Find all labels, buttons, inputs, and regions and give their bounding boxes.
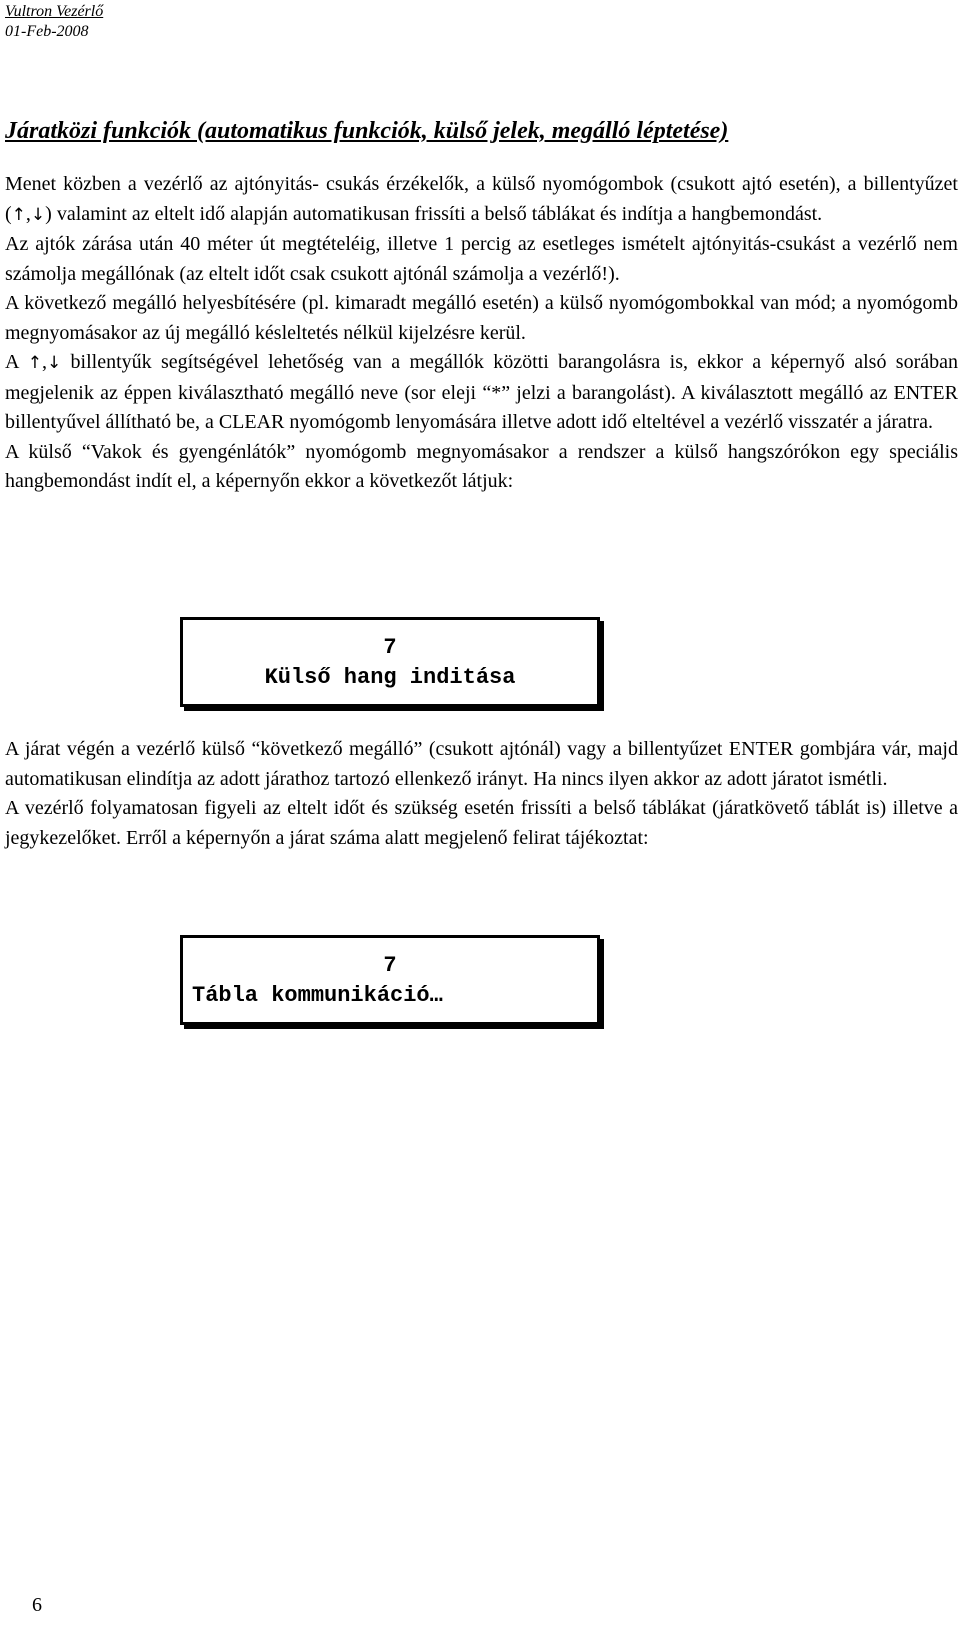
page-header (5, 2, 103, 42)
screen-line-route-number: 7 (383, 953, 397, 978)
section2-body (5, 735, 958, 853)
screen-line-message: Tábla kommunikáció… (192, 983, 443, 1008)
up-arrow-icon: ↑ (27, 353, 42, 373)
paragraph-2: Az ajtók zárása után 40 méter út megtételéig, illetve 1 percig az esetleges ismételt ajtónyitás-csukást a vezérlő nem számolja megállónak (az eltelt időt csak csukott ajtónál számolja a vezérlő!). (5, 233, 958, 285)
paragraph-5: A külső “Vakok és gyengénlátók” nyomógomb megnyomásakor a rendszer a külső hangszórókon egy speciális hangbemondást indít el, a képernyőn ekkor a következőt látjuk: (5, 440, 958, 492)
up-arrow-icon: ↑ (11, 204, 26, 225)
header-product: Vultron Vezérlő (5, 3, 104, 20)
paragraph-1: Menet közben a vezérlő az ajtónyitás- csukás érzékelők, a külső nyomógombok (csukott ajtó esetén), a billentyűzet (↑,↓) valamint az eltelt idő alapján automatikusan frissíti a belső táblákat és indítja a hangbemondást. (5, 173, 958, 225)
page-number: 6 (32, 1594, 42, 1616)
down-arrow-icon: ↓ (46, 353, 62, 373)
screen-line-route-number: 7 (383, 635, 397, 660)
paragraph-3: A következő megálló helyesbítésére (pl. kimaradt megálló esetén) a külső nyomógombokkal van mód; a nyomógomb megnyomásakor az új megálló késleltetés nélkül kijelzésre kerül. (5, 292, 958, 344)
screen-line-message: Külső hang inditása (264, 665, 516, 690)
paragraph-7: A vezérlő folyamatosan figyeli az eltelt időt és szükség esetén frissíti a belső táblákat (járatkövető táblát is) illetve a jegykezelőket. Erről a képernyőn a járat száma alatt megjelenő felirat tájékoztat: (5, 797, 958, 849)
header-date: 01-Feb-2008 (5, 23, 89, 40)
paragraph-6: A járat végén a vezérlő külső “következő megálló” (csukott ajtónál) vagy a billentyűzet ENTER gombjára vár, majd automatikusan elindítja az adott járathoz tartozó ellenkező irányt. Ha nincs ilyen akkor az adott járatot ismétli. (5, 738, 958, 790)
display-screen-table-communication (180, 935, 600, 1025)
section-title: Járatközi funkciók (automatikus funkciók, külső jelek, megálló léptetése) (5, 118, 729, 144)
section1-body (5, 170, 958, 497)
paragraph-4: A ↑,↓ billentyűk segítségével lehetőség van a megállók közötti barangolásra is, ekkor a képernyő alsó sorában megjelenik az éppen kiválasztható megálló neve (sor eleji “*” jelzi a barangolást). A kiválasztott megálló az ENTER billentyűvel állítható be, a CLEAR nyomógomb lenyomására illetve adott idő elteltével a vezérlő visszatér a járatra. (5, 351, 958, 433)
down-arrow-icon: ↓ (30, 204, 46, 225)
display-screen-external-sound (180, 617, 600, 707)
